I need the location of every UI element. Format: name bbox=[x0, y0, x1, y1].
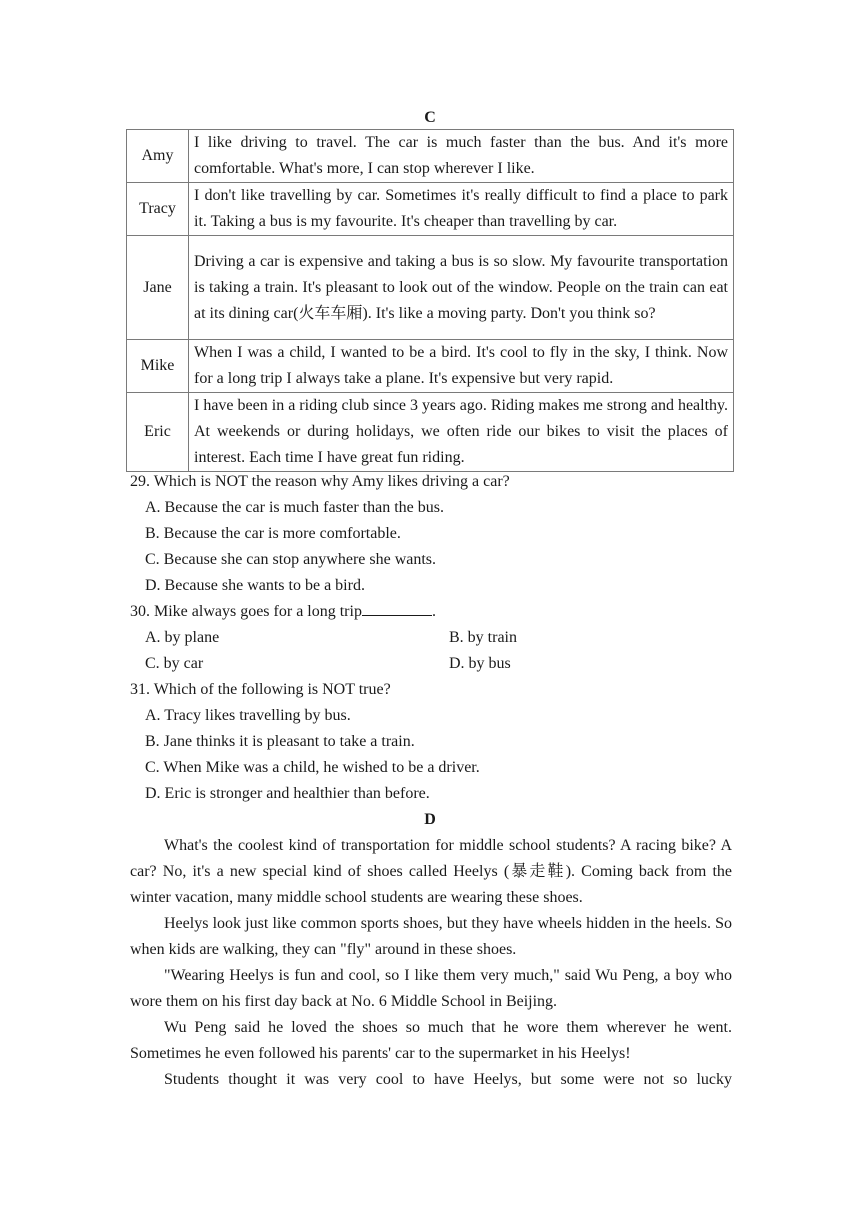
table-row bbox=[127, 183, 734, 236]
question-30-option-a: A. by plane bbox=[145, 629, 220, 646]
table-row bbox=[127, 130, 734, 183]
question-31-option-d: D. Eric is stronger and healthier than before. bbox=[145, 785, 430, 802]
question-30-option-b: B. by train bbox=[449, 629, 517, 646]
question-29-option-a: A. Because the car is much faster than the bus. bbox=[145, 499, 445, 516]
paragraph: Wu Peng said he loved the shoes so much that he wore them wherever he went. Sometimes he even followed his parents' car to the supermarket in his Heelys! bbox=[130, 1019, 732, 1062]
question-30-line bbox=[130, 599, 436, 625]
question-29-option-b: B. Because the car is more comfortable. bbox=[145, 525, 401, 542]
row-text-eric: I have been in a riding club since 3 years ago. Riding makes me strong and healthy. At weekends or during holidays, we often ride our bikes to visit the places of interest. Each time I have great fun riding. bbox=[189, 393, 734, 472]
paragraph: Students thought it was very cool to have Heelys, but some were not so lucky bbox=[164, 1071, 732, 1088]
paragraph: What's the coolest kind of transportation for middle school students? A racing bike? A car? No, it's a new special kind of shoes called Heelys (暴走鞋). Coming back from the winter vacation, many middle school students are wearing these shoes. bbox=[130, 837, 732, 906]
question-31-stem: 31. Which of the following is NOT true? bbox=[130, 681, 391, 698]
row-name-eric: Eric bbox=[127, 393, 189, 472]
table-row bbox=[127, 393, 734, 472]
question-31-option-a: A. Tracy likes travelling by bus. bbox=[145, 707, 351, 724]
paragraph: Heelys look just like common sports shoes, but they have wheels hidden in the heels. So when kids are walking, they can "fly" around in these shoes. bbox=[130, 915, 732, 958]
opinion-table bbox=[126, 129, 734, 472]
question-31-option-c: C. When Mike was a child, he wished to be a driver. bbox=[145, 759, 480, 776]
question-30-option-c: C. by car bbox=[145, 655, 204, 672]
question-29-option-c: C. Because she can stop anywhere she wants. bbox=[145, 551, 437, 568]
question-31-option-b: B. Jane thinks it is pleasant to take a train. bbox=[145, 733, 415, 750]
paragraph: "Wearing Heelys is fun and cool, so I like them very much," said Wu Peng, a boy who wore them on his first day back at No. 6 Middle School in Beijing. bbox=[130, 967, 732, 1010]
row-text-tracy: I don't like travelling by car. Sometimes it's really difficult to find a place to park it. Taking a bus is my favourite. It's cheaper than travelling by car. bbox=[189, 183, 734, 236]
section-d-title: D bbox=[424, 811, 436, 828]
section-c-title: C bbox=[424, 109, 436, 126]
question-30-stem-end: . bbox=[431, 603, 436, 620]
row-text-mike: When I was a child, I wanted to be a bird. It's cool to fly in the sky, I think. Now for a long trip I always take a plane. It's expensive but very rapid. bbox=[189, 340, 734, 393]
answer-blank bbox=[362, 599, 432, 616]
question-30-stem: 30. Mike always goes for a long trip bbox=[130, 603, 362, 620]
table-row bbox=[127, 340, 734, 393]
row-name-jane: Jane bbox=[127, 236, 189, 340]
table-row bbox=[127, 236, 734, 340]
question-29-option-d: D. Because she wants to be a bird. bbox=[145, 577, 365, 594]
question-30-option-d: D. by bus bbox=[449, 655, 511, 672]
row-text-jane: Driving a car is expensive and taking a bus is so slow. My favourite transportation is taking a train. It's pleasant to look out of the window. People on the train can eat at its dining car(火车车厢). It's like a moving party. Don't you think so? bbox=[189, 236, 734, 340]
row-name-mike: Mike bbox=[127, 340, 189, 393]
row-text-amy: I like driving to travel. The car is much faster than the bus. And it's more comfortable. What's more, I can stop wherever I like. bbox=[189, 130, 734, 183]
row-name-tracy: Tracy bbox=[127, 183, 189, 236]
row-name-amy: Amy bbox=[127, 130, 189, 183]
question-29-stem: 29. Which is NOT the reason why Amy likes driving a car? bbox=[130, 473, 510, 490]
